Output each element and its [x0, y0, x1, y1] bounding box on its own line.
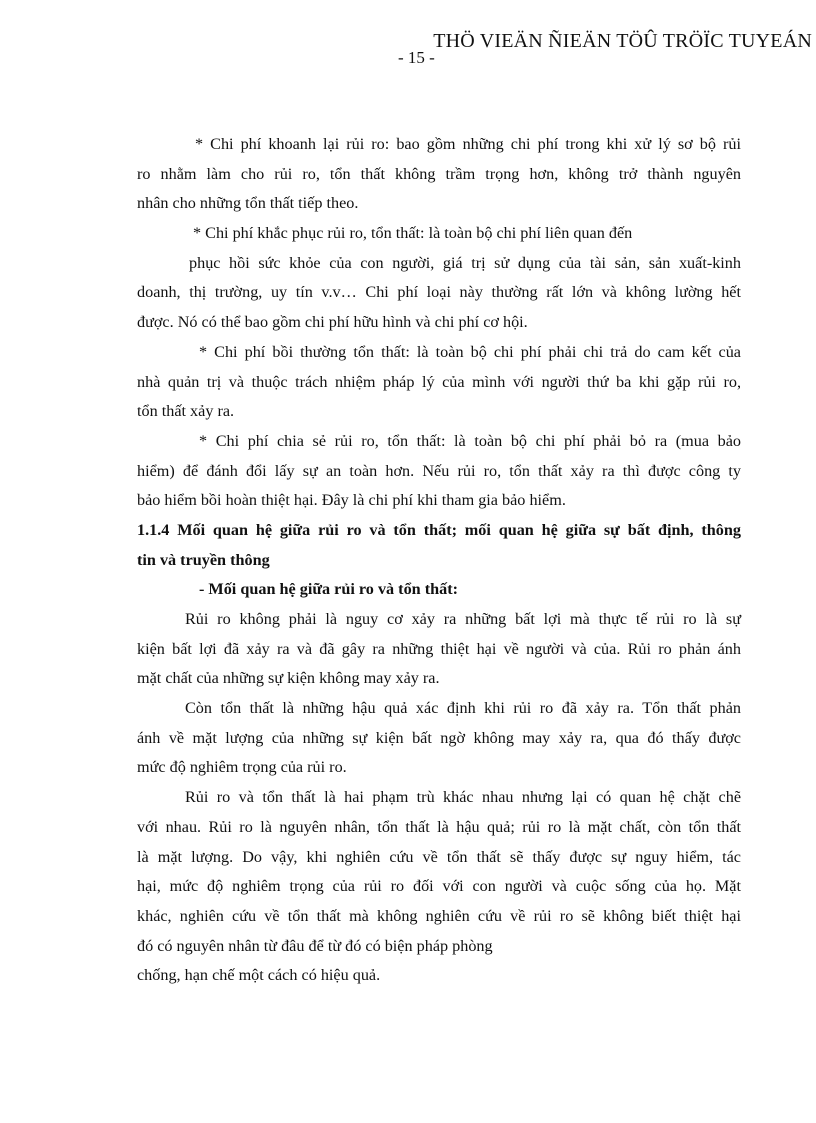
text-line: * Chi phí khắc phục rủi ro, tổn thất: là toàn bộ chi phí liên quan đến	[193, 224, 633, 243]
text-line: * Chi phí bồi thường tổn thất: là toàn bộ chi phí phải chi trả do cam kết của	[199, 342, 741, 361]
text-line: nhân cho những tổn thất tiếp theo.	[137, 194, 359, 213]
text-line: với nhau. Rủi ro là nguyên nhân, tổn thất là hậu quả; rủi ro là mặt chất, còn tổn thất	[137, 817, 741, 836]
text-line: mức độ nghiêm trọng của rủi ro.	[137, 758, 347, 777]
section-heading: 1.1.4 Mối quan hệ giữa rủi ro và tổn thất; mối quan hệ giữa sự bất định, thông	[137, 520, 741, 539]
text-line: bảo hiểm bồi hoàn thiệt hại. Đây là chi phí khi tham gia bảo hiểm.	[137, 491, 566, 510]
text-line: hại, mức độ nghiêm trọng của rủi ro đối với con người và cuộc sống của họ. Mặt	[137, 877, 741, 896]
text-line: mặt chất của những sự kiện không may xảy ra.	[137, 669, 440, 688]
section-heading: tin và truyền thông	[137, 550, 270, 569]
subsection-heading: - Mối quan hệ giữa rủi ro và tổn thất:	[199, 580, 458, 599]
header-title: THÖ VIEÄN ÑIEÄN TÖÛ TRÖÏC TUYEÁN	[433, 30, 812, 52]
text-line: khác, nghiên cứu về tổn thất mà không nghiên cứu về rủi ro sẽ không biết thiệt hại	[137, 906, 741, 925]
document-body	[137, 130, 741, 991]
text-line: phục hồi sức khỏe của con người, giá trị sử dụng của tài sản, sản xuất-kinh	[189, 253, 741, 272]
text-line: Còn tổn thất là những hậu quả xác định khi rủi ro đã xảy ra. Tổn thất phản	[185, 699, 741, 718]
text-line: * Chi phí khoanh lại rủi ro: bao gồm những chi phí trong khi xử lý sơ bộ rủi	[195, 135, 741, 153]
text-line: tổn thất xảy ra.	[137, 402, 235, 421]
page-number: - 15 -	[398, 48, 435, 67]
text-line: * Chi phí chia sẻ rủi ro, tổn thất: là toàn bộ chi phí phải bỏ ra (mua bảo	[199, 431, 741, 450]
text-line: chống, hạn chế một cách có hiệu quả.	[137, 966, 381, 985]
text-line: ro nhằm làm cho rủi ro, tổn thất không trầm trọng hơn, không trở thành nguyên	[137, 164, 741, 183]
text-line: nhà quản trị và thuộc trách nhiệm pháp lý của mình với người thứ ba khi gặp rủi ro,	[137, 372, 741, 391]
text-line: ánh về mặt lượng của những sự kiện bất ngờ không may xảy ra, qua đó thấy được	[137, 728, 741, 747]
text-line: Rủi ro không phải là nguy cơ xảy ra những bất lợi mà thực tế rủi ro là sự	[185, 610, 741, 628]
text-line: được. Nó có thể bao gồm chi phí hữu hình và chi phí cơ hội.	[137, 313, 528, 332]
text-line: doanh, thị trường, uy tín v.v… Chi phí loại này thường rất lớn và không lường hết	[137, 283, 741, 302]
text-line: là mặt lượng. Do vậy, khi nghiên cứu về tổn thất sẽ thấy được sự nguy hiểm, tác	[137, 847, 741, 866]
text-line: đó có nguyên nhân từ đâu để từ đó có biện pháp phòng	[137, 936, 493, 955]
text-line: Rủi ro và tổn thất là hai phạm trù khác nhau nhưng lại có quan hệ chặt chẽ	[185, 788, 741, 807]
text-line: kiện bất lợi đã xảy ra và đã gây ra những thiệt hại về người và của. Rủi ro phản ánh	[137, 639, 741, 658]
text-line: hiểm) để đánh đổi lấy sự an toàn hơn. Nếu rủi ro, tổn thất xảy ra thì được công ty	[137, 461, 741, 480]
